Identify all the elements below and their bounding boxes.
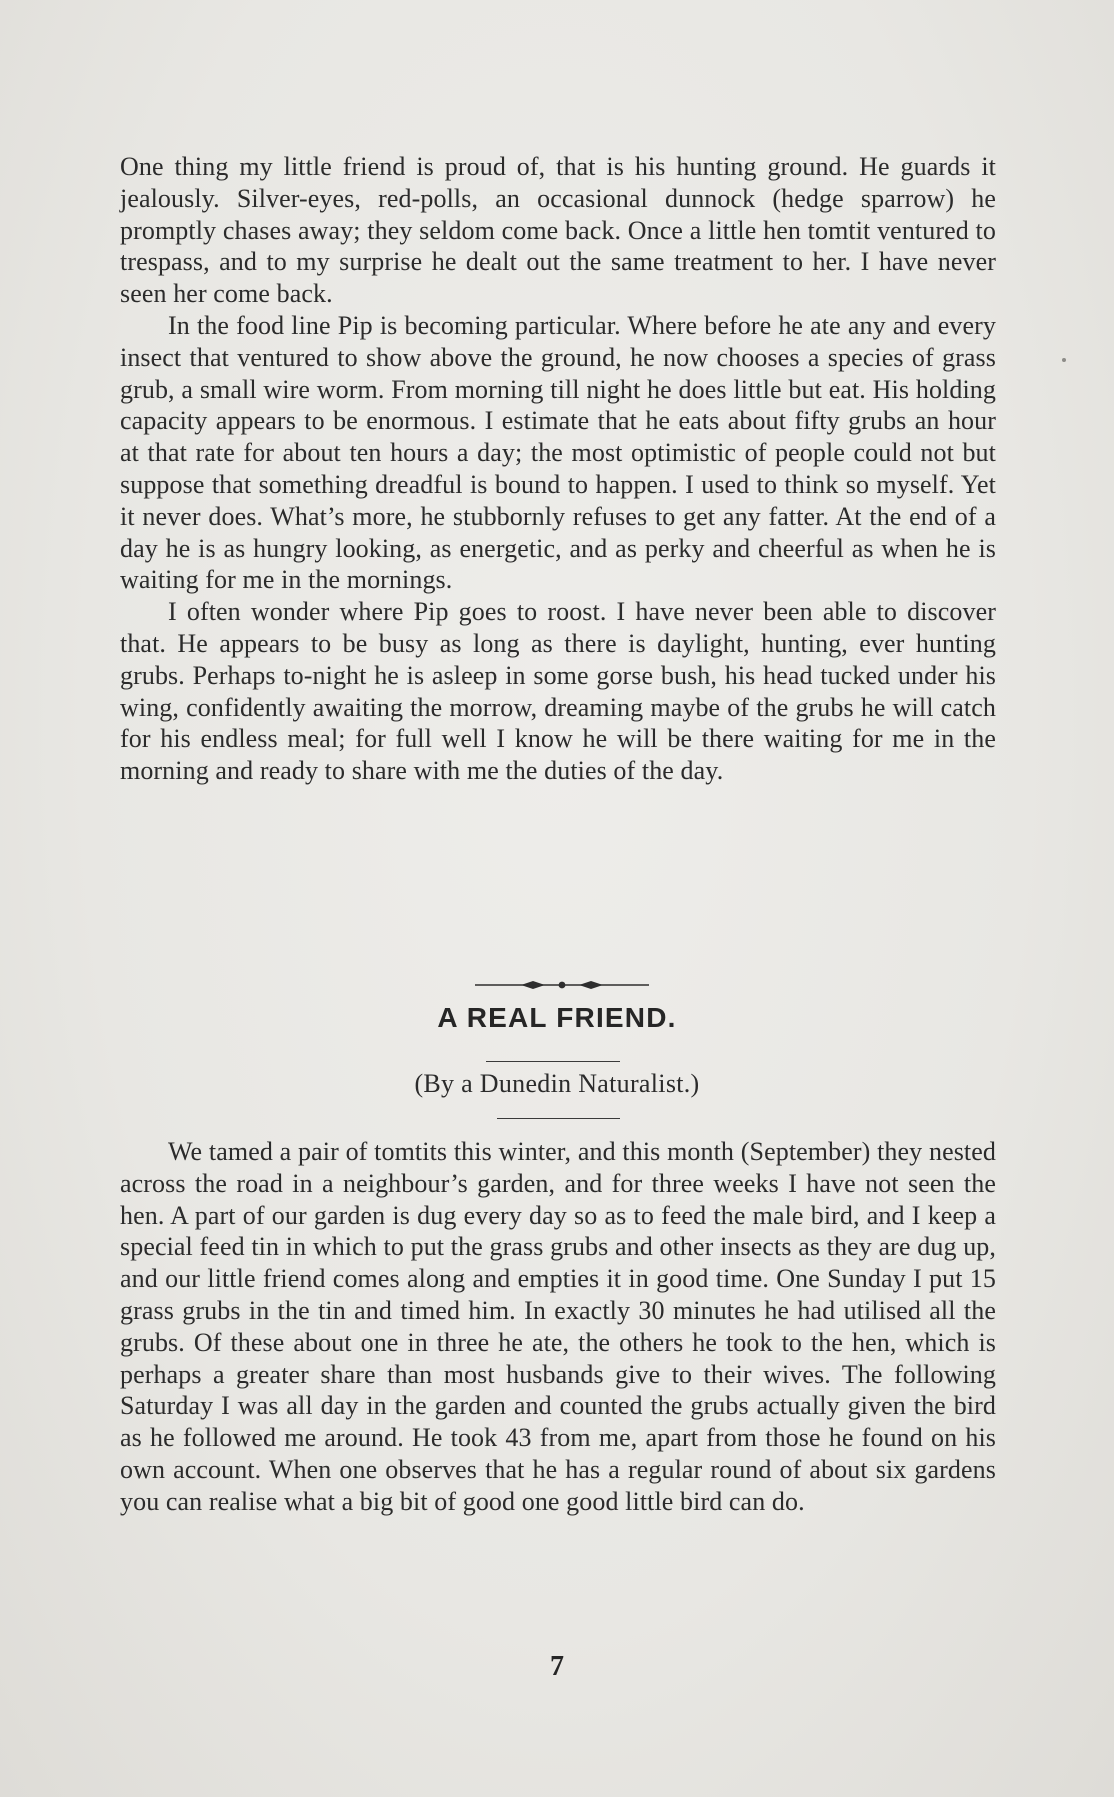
paper-speck [1062,358,1066,362]
article-byline: (By a Dunedin Naturalist.) [414,1069,700,1098]
paragraph-roost: I often wonder where Pip goes to roost. I have never been able to discover that. He appears to be busy as long as there is daylight, hunting, ever hunting grubs. Perhaps to-night he is asleep in some gorse bush, his head tucked under his wing, confidently awaiting the morrow, dreaming maybe of the grubs he will catch for his endless meal; for full well I know he will be there waiting for me in the morning and ready to share with me the duties of the day. [120,597,996,786]
article-body [120,1136,996,1518]
byline-underline [497,1118,620,1119]
paragraph-food-line: In the food line Pip is becoming particular. Where before he ate any and every insect that ventured to show above the ground, he now chooses a species of grass grub, a small wire worm. From morning till night he does little but eat. His holding capacity appears to be enormous. I estimate that he eats about fifty grubs an hour at that rate for about ten hours a day; the most optimistic of people could not but suppose that something dreadful is bound to happen. I used to think so myself. Yet it never does. What’s more, he stubbornly refuses to get any fatter. At the end of a day he is as hungry looking, as energetic, and as perky and cheerful as when he is waiting for me in the mornings. [120,310,996,595]
title-underline [486,1061,620,1062]
page-number: 7 [550,1651,564,1682]
paragraph-hunting-ground: One thing my little friend is proud of, that is his hunting ground. He guards it jealously. Silver-eyes, red-polls, an occasional dunnock (hedge sparrow) he promptly chases away; they seldom come back. Once a little hen tomtit ventured to trespass, and to my surprise he dealt out the same treatment to her. I have never seen her come back. [120,152,996,309]
paragraph-tomtits: We tamed a pair of tomtits this winter, and this month (September) they nested across the road in a neighbour’s garden, and for three weeks I have not seen the hen. A part of our garden is dug every day so as to feed the male bird, and I keep a special feed tin in which to put the grass grubs and other insects as they are dug up, and our little friend comes along and empties it in good time. One Sunday I put 15 grass grubs in the tin and timed him. In exactly 30 minutes he had utilised all the grubs. Of these about one in three he ate, the others he took to the hen, which is perhaps a greater share than most husbands give to their wives. The following Saturday I was all day in the garden and counted the grubs actually given the bird as he followed me around. He took 43 from me, apart from those he found on his own account. When one observes that he has a regular round of about six gardens you can realise what a big bit of good one good little bird can do. [120,1137,996,1516]
article-title: A REAL FRIEND. [437,1002,677,1033]
ornament-divider [475,978,649,992]
story-continuation [120,151,996,787]
